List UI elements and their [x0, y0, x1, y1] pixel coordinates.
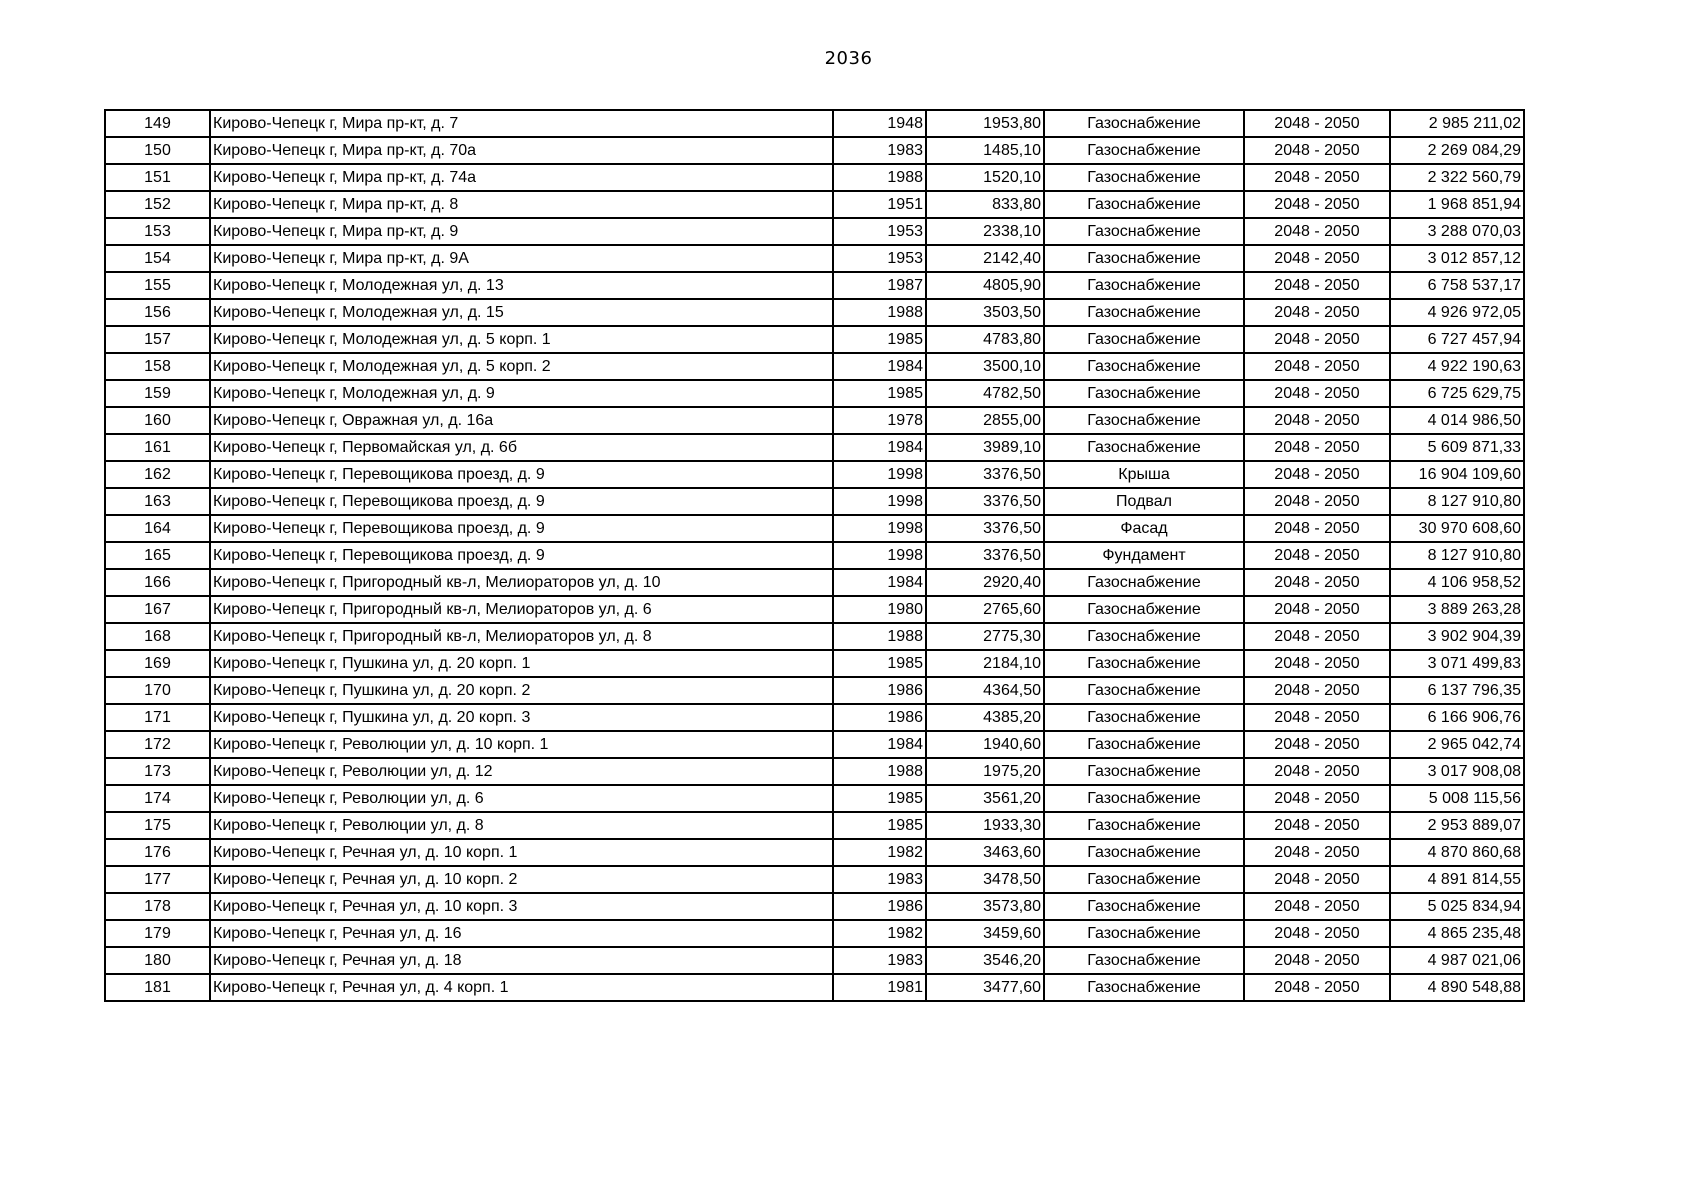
area-cell: 2184,10	[926, 650, 1044, 677]
year-built-cell: 1988	[833, 623, 926, 650]
year-built-cell: 1984	[833, 434, 926, 461]
cost-cell: 3 071 499,83	[1390, 650, 1524, 677]
cost-cell: 6 758 537,17	[1390, 272, 1524, 299]
cost-cell: 3 288 070,03	[1390, 218, 1524, 245]
year-built-cell: 1986	[833, 704, 926, 731]
address-cell: Кирово-Чепецк г, Молодежная ул, д. 13	[210, 272, 833, 299]
address-cell: Кирово-Чепецк г, Речная ул, д. 10 корп. 2	[210, 866, 833, 893]
row-number-cell: 167	[105, 596, 210, 623]
year-built-cell: 1998	[833, 542, 926, 569]
address-cell: Кирово-Чепецк г, Революции ул, д. 6	[210, 785, 833, 812]
row-number-cell: 169	[105, 650, 210, 677]
table-row	[105, 758, 1524, 785]
area-cell: 2775,30	[926, 623, 1044, 650]
year-built-cell: 1982	[833, 920, 926, 947]
table-row	[105, 623, 1524, 650]
row-number-cell: 162	[105, 461, 210, 488]
period-cell: 2048 - 2050	[1244, 785, 1390, 812]
address-cell: Кирово-Чепецк г, Революции ул, д. 8	[210, 812, 833, 839]
row-number-cell: 173	[105, 758, 210, 785]
area-cell: 4782,50	[926, 380, 1044, 407]
cost-cell: 4 922 190,63	[1390, 353, 1524, 380]
cost-cell: 4 014 986,50	[1390, 407, 1524, 434]
cost-cell: 2 965 042,74	[1390, 731, 1524, 758]
table-row	[105, 866, 1524, 893]
area-cell: 3463,60	[926, 839, 1044, 866]
row-number-cell: 180	[105, 947, 210, 974]
table-row	[105, 110, 1524, 137]
address-cell: Кирово-Чепецк г, Мира пр-кт, д. 70а	[210, 137, 833, 164]
work-type-cell: Газоснабжение	[1044, 920, 1244, 947]
cost-cell: 5 025 834,94	[1390, 893, 1524, 920]
address-cell: Кирово-Чепецк г, Овражная ул, д. 16а	[210, 407, 833, 434]
cost-cell: 30 970 608,60	[1390, 515, 1524, 542]
cost-cell: 5 609 871,33	[1390, 434, 1524, 461]
table-row	[105, 704, 1524, 731]
year-built-cell: 1983	[833, 866, 926, 893]
period-cell: 2048 - 2050	[1244, 569, 1390, 596]
period-cell: 2048 - 2050	[1244, 137, 1390, 164]
year-built-cell: 1984	[833, 353, 926, 380]
cost-cell: 4 987 021,06	[1390, 947, 1524, 974]
cost-cell: 6 727 457,94	[1390, 326, 1524, 353]
row-number-cell: 159	[105, 380, 210, 407]
area-cell: 1520,10	[926, 164, 1044, 191]
area-cell: 2920,40	[926, 569, 1044, 596]
address-cell: Кирово-Чепецк г, Молодежная ул, д. 5 корп. 2	[210, 353, 833, 380]
work-type-cell: Газоснабжение	[1044, 839, 1244, 866]
work-type-cell: Газоснабжение	[1044, 380, 1244, 407]
area-cell: 3500,10	[926, 353, 1044, 380]
row-number-cell: 163	[105, 488, 210, 515]
cost-cell: 6 137 796,35	[1390, 677, 1524, 704]
table-row	[105, 785, 1524, 812]
work-type-cell: Газоснабжение	[1044, 731, 1244, 758]
period-cell: 2048 - 2050	[1244, 839, 1390, 866]
address-cell: Кирово-Чепецк г, Революции ул, д. 10 корп. 1	[210, 731, 833, 758]
cost-cell: 5 008 115,56	[1390, 785, 1524, 812]
work-type-cell: Газоснабжение	[1044, 272, 1244, 299]
table-row	[105, 299, 1524, 326]
address-cell: Кирово-Чепецк г, Мира пр-кт, д. 9	[210, 218, 833, 245]
area-cell: 3478,50	[926, 866, 1044, 893]
period-cell: 2048 - 2050	[1244, 596, 1390, 623]
work-type-cell: Газоснабжение	[1044, 245, 1244, 272]
table-row	[105, 731, 1524, 758]
area-cell: 2765,60	[926, 596, 1044, 623]
address-cell: Кирово-Чепецк г, Перевощикова проезд, д. 9	[210, 461, 833, 488]
area-cell: 3376,50	[926, 542, 1044, 569]
table-row	[105, 272, 1524, 299]
address-cell: Кирово-Чепецк г, Речная ул, д. 4 корп. 1	[210, 974, 833, 1001]
page-number: 2036	[824, 48, 873, 69]
year-built-cell: 1985	[833, 650, 926, 677]
table-row	[105, 461, 1524, 488]
row-number-cell: 178	[105, 893, 210, 920]
work-type-cell: Газоснабжение	[1044, 947, 1244, 974]
row-number-cell: 174	[105, 785, 210, 812]
area-cell: 3989,10	[926, 434, 1044, 461]
year-built-cell: 1986	[833, 893, 926, 920]
period-cell: 2048 - 2050	[1244, 299, 1390, 326]
year-built-cell: 1986	[833, 677, 926, 704]
table-row	[105, 515, 1524, 542]
table-row	[105, 974, 1524, 1001]
year-built-cell: 1988	[833, 758, 926, 785]
cost-cell: 4 926 972,05	[1390, 299, 1524, 326]
address-cell: Кирово-Чепецк г, Пригородный кв-л, Мелиораторов ул, д. 10	[210, 569, 833, 596]
year-built-cell: 1948	[833, 110, 926, 137]
area-cell: 3376,50	[926, 488, 1044, 515]
year-built-cell: 1998	[833, 488, 926, 515]
work-type-cell: Газоснабжение	[1044, 569, 1244, 596]
year-built-cell: 1985	[833, 785, 926, 812]
table-row	[105, 650, 1524, 677]
table-row	[105, 920, 1524, 947]
row-number-cell: 160	[105, 407, 210, 434]
row-number-cell: 152	[105, 191, 210, 218]
table-row	[105, 569, 1524, 596]
period-cell: 2048 - 2050	[1244, 272, 1390, 299]
work-type-cell: Газоснабжение	[1044, 893, 1244, 920]
row-number-cell: 154	[105, 245, 210, 272]
address-cell: Кирово-Чепецк г, Пригородный кв-л, Мелиораторов ул, д. 6	[210, 596, 833, 623]
address-cell: Кирово-Чепецк г, Пушкина ул, д. 20 корп. 2	[210, 677, 833, 704]
row-number-cell: 170	[105, 677, 210, 704]
address-cell: Кирово-Чепецк г, Молодежная ул, д. 5 корп. 1	[210, 326, 833, 353]
area-cell: 1953,80	[926, 110, 1044, 137]
row-number-cell: 171	[105, 704, 210, 731]
cost-cell: 3 017 908,08	[1390, 758, 1524, 785]
year-built-cell: 1984	[833, 569, 926, 596]
row-number-cell: 158	[105, 353, 210, 380]
work-type-cell: Подвал	[1044, 488, 1244, 515]
period-cell: 2048 - 2050	[1244, 407, 1390, 434]
row-number-cell: 166	[105, 569, 210, 596]
address-cell: Кирово-Чепецк г, Молодежная ул, д. 15	[210, 299, 833, 326]
area-cell: 3459,60	[926, 920, 1044, 947]
period-cell: 2048 - 2050	[1244, 353, 1390, 380]
table-row	[105, 542, 1524, 569]
work-type-cell: Газоснабжение	[1044, 191, 1244, 218]
cost-cell: 2 269 084,29	[1390, 137, 1524, 164]
address-cell: Кирово-Чепецк г, Мира пр-кт, д. 7	[210, 110, 833, 137]
table-row	[105, 353, 1524, 380]
cost-cell: 4 890 548,88	[1390, 974, 1524, 1001]
work-type-cell: Фасад	[1044, 515, 1244, 542]
period-cell: 2048 - 2050	[1244, 758, 1390, 785]
table-row	[105, 677, 1524, 704]
year-built-cell: 1981	[833, 974, 926, 1001]
cost-cell: 8 127 910,80	[1390, 542, 1524, 569]
address-cell: Кирово-Чепецк г, Революции ул, д. 12	[210, 758, 833, 785]
period-cell: 2048 - 2050	[1244, 380, 1390, 407]
work-type-cell: Газоснабжение	[1044, 218, 1244, 245]
area-cell: 1933,30	[926, 812, 1044, 839]
period-cell: 2048 - 2050	[1244, 650, 1390, 677]
cost-cell: 1 968 851,94	[1390, 191, 1524, 218]
cost-cell: 4 891 814,55	[1390, 866, 1524, 893]
work-type-cell: Газоснабжение	[1044, 110, 1244, 137]
period-cell: 2048 - 2050	[1244, 893, 1390, 920]
table-row	[105, 947, 1524, 974]
area-cell: 4364,50	[926, 677, 1044, 704]
work-type-cell: Газоснабжение	[1044, 704, 1244, 731]
period-cell: 2048 - 2050	[1244, 434, 1390, 461]
row-number-cell: 177	[105, 866, 210, 893]
cost-cell: 2 985 211,02	[1390, 110, 1524, 137]
work-type-cell: Крыша	[1044, 461, 1244, 488]
cost-cell: 16 904 109,60	[1390, 461, 1524, 488]
work-type-cell: Газоснабжение	[1044, 326, 1244, 353]
year-built-cell: 1985	[833, 380, 926, 407]
period-cell: 2048 - 2050	[1244, 164, 1390, 191]
cost-cell: 4 870 860,68	[1390, 839, 1524, 866]
period-cell: 2048 - 2050	[1244, 191, 1390, 218]
year-built-cell: 1982	[833, 839, 926, 866]
year-built-cell: 1983	[833, 137, 926, 164]
row-number-cell: 168	[105, 623, 210, 650]
period-cell: 2048 - 2050	[1244, 731, 1390, 758]
table-row	[105, 596, 1524, 623]
period-cell: 2048 - 2050	[1244, 488, 1390, 515]
row-number-cell: 161	[105, 434, 210, 461]
table-row	[105, 407, 1524, 434]
table-row	[105, 326, 1524, 353]
row-number-cell: 150	[105, 137, 210, 164]
work-type-cell: Газоснабжение	[1044, 650, 1244, 677]
area-cell: 4783,80	[926, 326, 1044, 353]
period-cell: 2048 - 2050	[1244, 812, 1390, 839]
row-number-cell: 156	[105, 299, 210, 326]
area-cell: 3573,80	[926, 893, 1044, 920]
work-type-cell: Газоснабжение	[1044, 866, 1244, 893]
row-number-cell: 157	[105, 326, 210, 353]
period-cell: 2048 - 2050	[1244, 920, 1390, 947]
year-built-cell: 1998	[833, 515, 926, 542]
work-type-cell: Газоснабжение	[1044, 974, 1244, 1001]
year-built-cell: 1987	[833, 272, 926, 299]
address-cell: Кирово-Чепецк г, Речная ул, д. 10 корп. 1	[210, 839, 833, 866]
table-row	[105, 488, 1524, 515]
area-cell: 4805,90	[926, 272, 1044, 299]
address-cell: Кирово-Чепецк г, Пушкина ул, д. 20 корп. 3	[210, 704, 833, 731]
work-type-cell: Газоснабжение	[1044, 785, 1244, 812]
row-number-cell: 179	[105, 920, 210, 947]
cost-cell: 3 902 904,39	[1390, 623, 1524, 650]
address-cell: Кирово-Чепецк г, Перевощикова проезд, д. 9	[210, 515, 833, 542]
area-cell: 1975,20	[926, 758, 1044, 785]
period-cell: 2048 - 2050	[1244, 623, 1390, 650]
year-built-cell: 1988	[833, 164, 926, 191]
table-row	[105, 434, 1524, 461]
table-row	[105, 164, 1524, 191]
year-built-cell: 1953	[833, 245, 926, 272]
year-built-cell: 1980	[833, 596, 926, 623]
address-cell: Кирово-Чепецк г, Молодежная ул, д. 9	[210, 380, 833, 407]
address-cell: Кирово-Чепецк г, Перевощикова проезд, д. 9	[210, 542, 833, 569]
cost-cell: 4 865 235,48	[1390, 920, 1524, 947]
cost-cell: 3 012 857,12	[1390, 245, 1524, 272]
row-number-cell: 149	[105, 110, 210, 137]
year-built-cell: 1998	[833, 461, 926, 488]
area-cell: 3546,20	[926, 947, 1044, 974]
year-built-cell: 1985	[833, 326, 926, 353]
row-number-cell: 175	[105, 812, 210, 839]
address-cell: Кирово-Чепецк г, Первомайская ул, д. 6б	[210, 434, 833, 461]
row-number-cell: 165	[105, 542, 210, 569]
work-type-cell: Газоснабжение	[1044, 677, 1244, 704]
table-row	[105, 812, 1524, 839]
period-cell: 2048 - 2050	[1244, 245, 1390, 272]
work-type-cell: Газоснабжение	[1044, 164, 1244, 191]
period-cell: 2048 - 2050	[1244, 947, 1390, 974]
year-built-cell: 1951	[833, 191, 926, 218]
period-cell: 2048 - 2050	[1244, 677, 1390, 704]
area-cell: 3376,50	[926, 515, 1044, 542]
year-built-cell: 1953	[833, 218, 926, 245]
row-number-cell: 164	[105, 515, 210, 542]
work-type-cell: Газоснабжение	[1044, 299, 1244, 326]
address-cell: Кирово-Чепецк г, Пушкина ул, д. 20 корп. 1	[210, 650, 833, 677]
table-row	[105, 839, 1524, 866]
row-number-cell: 172	[105, 731, 210, 758]
area-cell: 1485,10	[926, 137, 1044, 164]
period-cell: 2048 - 2050	[1244, 218, 1390, 245]
cost-cell: 4 106 958,52	[1390, 569, 1524, 596]
year-built-cell: 1984	[833, 731, 926, 758]
table-row	[105, 137, 1524, 164]
work-type-cell: Газоснабжение	[1044, 137, 1244, 164]
work-type-cell: Газоснабжение	[1044, 434, 1244, 461]
area-cell: 2142,40	[926, 245, 1044, 272]
address-cell: Кирово-Чепецк г, Мира пр-кт, д. 9А	[210, 245, 833, 272]
year-built-cell: 1978	[833, 407, 926, 434]
period-cell: 2048 - 2050	[1244, 866, 1390, 893]
row-number-cell: 155	[105, 272, 210, 299]
period-cell: 2048 - 2050	[1244, 326, 1390, 353]
area-cell: 1940,60	[926, 731, 1044, 758]
year-built-cell: 1983	[833, 947, 926, 974]
cost-cell: 2 322 560,79	[1390, 164, 1524, 191]
area-cell: 3376,50	[926, 461, 1044, 488]
work-type-cell: Газоснабжение	[1044, 353, 1244, 380]
row-number-cell: 151	[105, 164, 210, 191]
period-cell: 2048 - 2050	[1244, 461, 1390, 488]
year-built-cell: 1985	[833, 812, 926, 839]
cost-cell: 6 725 629,75	[1390, 380, 1524, 407]
table-body	[105, 110, 1524, 1001]
address-cell: Кирово-Чепецк г, Речная ул, д. 18	[210, 947, 833, 974]
address-cell: Кирово-Чепецк г, Мира пр-кт, д. 74а	[210, 164, 833, 191]
work-type-cell: Газоснабжение	[1044, 623, 1244, 650]
area-cell: 3477,60	[926, 974, 1044, 1001]
area-cell: 3561,20	[926, 785, 1044, 812]
table-row	[105, 191, 1524, 218]
cost-cell: 3 889 263,28	[1390, 596, 1524, 623]
year-built-cell: 1988	[833, 299, 926, 326]
table-row	[105, 893, 1524, 920]
table-row	[105, 245, 1524, 272]
work-type-cell: Газоснабжение	[1044, 812, 1244, 839]
row-number-cell: 153	[105, 218, 210, 245]
cost-cell: 6 166 906,76	[1390, 704, 1524, 731]
address-cell: Кирово-Чепецк г, Речная ул, д. 10 корп. 3	[210, 893, 833, 920]
address-cell: Кирово-Чепецк г, Речная ул, д. 16	[210, 920, 833, 947]
period-cell: 2048 - 2050	[1244, 542, 1390, 569]
area-cell: 4385,20	[926, 704, 1044, 731]
area-cell: 3503,50	[926, 299, 1044, 326]
work-type-cell: Газоснабжение	[1044, 596, 1244, 623]
work-type-cell: Газоснабжение	[1044, 758, 1244, 785]
cost-cell: 2 953 889,07	[1390, 812, 1524, 839]
address-cell: Кирово-Чепецк г, Мира пр-кт, д. 8	[210, 191, 833, 218]
repair-schedule-table	[104, 109, 1525, 1002]
address-cell: Кирово-Чепецк г, Перевощикова проезд, д. 9	[210, 488, 833, 515]
area-cell: 833,80	[926, 191, 1044, 218]
cost-cell: 8 127 910,80	[1390, 488, 1524, 515]
period-cell: 2048 - 2050	[1244, 515, 1390, 542]
work-type-cell: Газоснабжение	[1044, 407, 1244, 434]
area-cell: 2338,10	[926, 218, 1044, 245]
table-row	[105, 218, 1524, 245]
area-cell: 2855,00	[926, 407, 1044, 434]
row-number-cell: 181	[105, 974, 210, 1001]
row-number-cell: 176	[105, 839, 210, 866]
period-cell: 2048 - 2050	[1244, 974, 1390, 1001]
table-row	[105, 380, 1524, 407]
address-cell: Кирово-Чепецк г, Пригородный кв-л, Мелиораторов ул, д. 8	[210, 623, 833, 650]
period-cell: 2048 - 2050	[1244, 704, 1390, 731]
work-type-cell: Фундамент	[1044, 542, 1244, 569]
period-cell: 2048 - 2050	[1244, 110, 1390, 137]
